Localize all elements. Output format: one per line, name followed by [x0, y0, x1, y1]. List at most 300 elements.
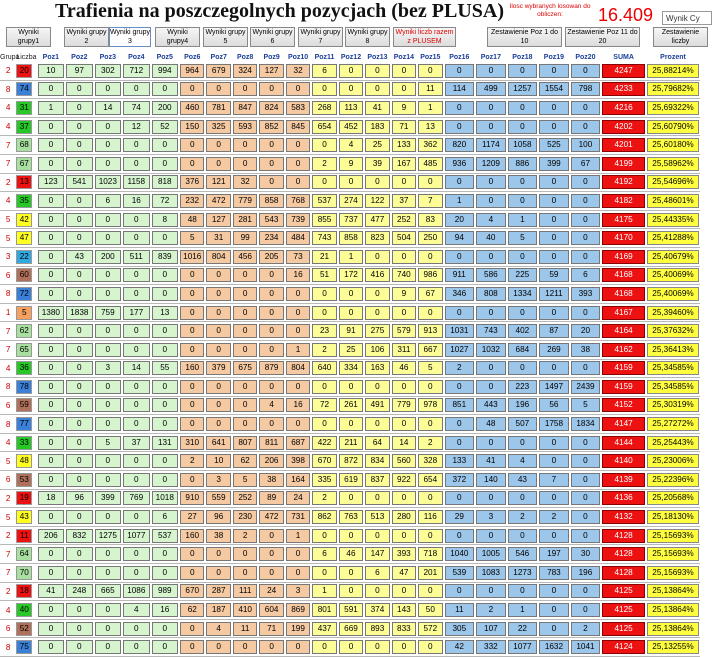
- position-value: 0: [38, 157, 64, 171]
- position-cell: [179, 99, 205, 118]
- position-cell: [65, 396, 93, 415]
- position-cell: [94, 601, 122, 620]
- position-value: 87: [539, 324, 569, 338]
- position-cell: [258, 117, 284, 136]
- percent-value: 25,15693%: [647, 566, 699, 580]
- position-cell: [570, 526, 602, 545]
- position-cell: [232, 154, 258, 173]
- position-value: 460: [180, 101, 204, 115]
- position-value: 0: [95, 622, 121, 636]
- number-badge: 77: [16, 417, 32, 431]
- percent-value: 25,18130%: [647, 510, 699, 524]
- position-value: 0: [286, 417, 310, 431]
- position-value: 484: [286, 231, 310, 245]
- position-value: 0: [233, 138, 257, 152]
- position-value: 0: [95, 268, 121, 282]
- position-cell: [475, 638, 507, 657]
- position-cell: [538, 80, 570, 99]
- position-value: 0: [180, 640, 204, 654]
- position-cell: [538, 415, 570, 434]
- sum-value: 4125: [602, 603, 645, 617]
- percent-value: 25,44335%: [647, 213, 699, 227]
- group-cell: 5: [0, 229, 16, 248]
- position-value: 7: [418, 194, 442, 208]
- position-cell: [285, 99, 311, 118]
- position-value: 0: [123, 547, 149, 561]
- group-cell: 6: [0, 619, 16, 638]
- position-cell: [364, 322, 390, 341]
- position-value: 0: [206, 324, 230, 338]
- page-title: Trafienia na poszczegolnych pozycjach (bez PLUSA): [55, 0, 505, 22]
- position-value: 225: [508, 268, 538, 282]
- number-cell: [16, 638, 36, 657]
- position-value: 911: [445, 268, 475, 282]
- table-row: [0, 471, 700, 490]
- position-cell: [37, 508, 65, 527]
- position-value: 1275: [95, 529, 121, 543]
- position-cell: [258, 210, 284, 229]
- number-badge: 65: [16, 343, 32, 357]
- position-cell: [311, 247, 337, 266]
- position-value: 0: [206, 138, 230, 152]
- number-badge: 18: [16, 584, 32, 598]
- position-cell: [417, 136, 443, 155]
- position-cell: [258, 564, 284, 583]
- position-value: 111: [233, 584, 257, 598]
- position-cell: [538, 322, 570, 341]
- position-cell: [364, 396, 390, 415]
- number-badge: 68: [16, 138, 32, 152]
- position-value: 1: [339, 250, 363, 264]
- position-value: 0: [571, 213, 601, 227]
- position-cell: [364, 619, 390, 638]
- position-value: 416: [365, 268, 389, 282]
- toolbar-button-10[interactable]: Zestawienie Poz 1 do 10: [487, 27, 562, 47]
- position-cell: [417, 266, 443, 285]
- position-cell: [538, 210, 570, 229]
- sum-value: 4175: [602, 213, 645, 227]
- position-cell: [258, 415, 284, 434]
- position-cell: [391, 229, 417, 248]
- percent-value: 25,58962%: [647, 157, 699, 171]
- toolbar-button-12[interactable]: Zestawienie liczby: [653, 27, 708, 47]
- position-cell: [205, 601, 231, 620]
- toolbar-button-3[interactable]: Wyniki grupy 3: [110, 29, 151, 45]
- position-cell: [232, 433, 258, 452]
- number-badge: 42: [16, 213, 32, 227]
- sum-cell: [601, 247, 646, 266]
- position-value: 0: [259, 138, 283, 152]
- position-cell: [232, 340, 258, 359]
- position-cell: [417, 62, 443, 80]
- position-value: 206: [259, 454, 283, 468]
- position-cell: [475, 136, 507, 155]
- position-cell: [417, 303, 443, 322]
- number-badge: 11: [16, 529, 32, 543]
- position-value: 1380: [38, 306, 64, 320]
- toolbar-button-7[interactable]: Wyniki grupy 7: [298, 27, 343, 47]
- position-value: 127: [206, 213, 230, 227]
- position-value: 779: [392, 398, 416, 412]
- position-cell: [94, 378, 122, 397]
- position-value: 0: [286, 175, 310, 189]
- position-cell: [258, 433, 284, 452]
- position-cell: [179, 564, 205, 583]
- position-cell: [122, 526, 150, 545]
- position-value: 200: [95, 250, 121, 264]
- position-value: 0: [180, 343, 204, 357]
- position-value: 0: [95, 287, 121, 301]
- position-cell: [179, 601, 205, 620]
- position-value: 399: [539, 157, 569, 171]
- position-cell: [94, 154, 122, 173]
- position-cell: [94, 508, 122, 527]
- position-value: 127: [259, 64, 283, 78]
- percent-cell: [646, 322, 700, 341]
- position-cell: [232, 229, 258, 248]
- table-row: [0, 62, 700, 80]
- position-value: 0: [66, 566, 92, 580]
- position-cell: [475, 378, 507, 397]
- sum-cell: [601, 322, 646, 341]
- position-cell: [258, 619, 284, 638]
- position-value: 0: [476, 175, 506, 189]
- position-value: 42: [445, 640, 475, 654]
- position-cell: [444, 80, 476, 99]
- position-cell: [338, 471, 364, 490]
- position-cell: [391, 471, 417, 490]
- position-cell: [65, 247, 93, 266]
- position-cell: [507, 415, 539, 434]
- position-cell: [444, 545, 476, 564]
- toolbar-button-9[interactable]: Wyniki liczb razem z PLUSEM: [393, 27, 456, 47]
- position-value: 0: [95, 82, 121, 96]
- position-value: 0: [180, 566, 204, 580]
- position-value: 586: [476, 268, 506, 282]
- position-cell: [507, 303, 539, 322]
- position-cell: [311, 378, 337, 397]
- position-cell: [444, 526, 476, 545]
- position-cell: [151, 471, 179, 490]
- position-cell: [232, 471, 258, 490]
- position-cell: [122, 396, 150, 415]
- position-value: 230: [233, 510, 257, 524]
- group-cell: 1: [0, 303, 16, 322]
- position-cell: [285, 136, 311, 155]
- position-value: 0: [339, 82, 363, 96]
- position-cell: [94, 303, 122, 322]
- position-cell: [444, 285, 476, 304]
- position-cell: [151, 210, 179, 229]
- position-cell: [417, 452, 443, 471]
- number-cell: [16, 545, 36, 564]
- position-cell: [570, 322, 602, 341]
- position-value: 0: [259, 287, 283, 301]
- position-value: 32: [286, 64, 310, 78]
- position-cell: [311, 136, 337, 155]
- position-value: 30: [571, 547, 601, 561]
- position-value: 0: [286, 547, 310, 561]
- position-value: 769: [123, 491, 149, 505]
- position-value: 443: [476, 398, 506, 412]
- position-cell: [417, 619, 443, 638]
- position-value: 1: [508, 213, 538, 227]
- toolbar-button-2[interactable]: Wyniki grupy 2: [64, 27, 109, 47]
- position-value: 0: [95, 510, 121, 524]
- position-value: 0: [445, 250, 475, 264]
- position-value: 0: [539, 603, 569, 617]
- position-cell: [205, 564, 231, 583]
- position-cell: [151, 526, 179, 545]
- position-value: 525: [539, 138, 569, 152]
- position-value: 7: [539, 473, 569, 487]
- sum-cell: [601, 340, 646, 359]
- percent-value: 25,69322%: [647, 101, 699, 115]
- position-cell: [507, 564, 539, 583]
- position-cell: [37, 99, 65, 118]
- position-cell: [151, 638, 179, 657]
- position-value: 0: [392, 175, 416, 189]
- table-row: [0, 154, 700, 173]
- sum-cell: [601, 229, 646, 248]
- position-cell: [364, 433, 390, 452]
- position-value: 106: [365, 343, 389, 357]
- position-value: 731: [286, 510, 310, 524]
- position-cell: [258, 340, 284, 359]
- position-value: 3: [206, 473, 230, 487]
- position-value: 0: [123, 454, 149, 468]
- position-cell: [151, 285, 179, 304]
- number-badge: 47: [16, 231, 32, 245]
- position-cell: [338, 582, 364, 601]
- position-value: 0: [152, 380, 178, 394]
- position-value: 893: [365, 622, 389, 636]
- position-cell: [205, 303, 231, 322]
- position-cell: [475, 489, 507, 508]
- position-cell: [232, 322, 258, 341]
- position-value: 4: [259, 398, 283, 412]
- percent-cell: [646, 340, 700, 359]
- position-cell: [179, 136, 205, 155]
- position-cell: [37, 285, 65, 304]
- position-value: 0: [180, 473, 204, 487]
- position-value: 32: [233, 175, 257, 189]
- position-value: 452: [339, 120, 363, 134]
- position-cell: [338, 489, 364, 508]
- position-cell: [65, 433, 93, 452]
- position-cell: [205, 80, 231, 99]
- position-cell: [417, 210, 443, 229]
- position-value: 0: [286, 287, 310, 301]
- table-row: [0, 378, 700, 397]
- position-cell: [311, 154, 337, 173]
- number-badge: 48: [16, 454, 32, 468]
- position-value: 0: [312, 529, 336, 543]
- sum-cell: [601, 285, 646, 304]
- position-value: 0: [66, 324, 92, 338]
- position-cell: [391, 210, 417, 229]
- position-cell: [311, 471, 337, 490]
- sum-cell: [601, 564, 646, 583]
- position-value: 5: [508, 231, 538, 245]
- position-value: 743: [312, 231, 336, 245]
- column-header-poz11: Poz11: [314, 53, 335, 61]
- position-value: 133: [392, 138, 416, 152]
- column-header-poz10: Poz10: [287, 53, 309, 61]
- number-cell: [16, 433, 36, 452]
- position-value: 0: [66, 231, 92, 245]
- position-value: 740: [392, 268, 416, 282]
- position-cell: [475, 173, 507, 192]
- position-cell: [444, 508, 476, 527]
- position-value: 0: [312, 175, 336, 189]
- position-value: 437: [312, 622, 336, 636]
- position-value: 0: [539, 361, 569, 375]
- position-value: 252: [392, 213, 416, 227]
- position-value: 39: [365, 157, 389, 171]
- number-cell: [16, 359, 36, 378]
- toolbar-button-11[interactable]: Zestawienie Poz 11 do 20: [565, 27, 640, 47]
- position-cell: [338, 154, 364, 173]
- position-cell: [94, 564, 122, 583]
- percent-value: 25,79682%: [647, 82, 699, 96]
- position-cell: [507, 526, 539, 545]
- position-cell: [507, 136, 539, 155]
- group-cell: 2: [0, 173, 16, 192]
- position-value: 20: [445, 213, 475, 227]
- position-value: 1497: [539, 380, 569, 394]
- position-value: 0: [571, 175, 601, 189]
- sum-cell: [601, 80, 646, 99]
- position-cell: [205, 619, 231, 638]
- sum-cell: [601, 433, 646, 452]
- position-value: 0: [123, 566, 149, 580]
- position-cell: [94, 136, 122, 155]
- position-value: 379: [206, 361, 230, 375]
- position-cell: [232, 489, 258, 508]
- position-cell: [65, 154, 93, 173]
- table-header: [0, 52, 700, 62]
- toolbar-button-8[interactable]: Wyniki grupy 8: [345, 27, 390, 47]
- position-cell: [364, 508, 390, 527]
- position-cell: [475, 247, 507, 266]
- position-value: 4: [123, 603, 149, 617]
- position-value: 964: [180, 64, 204, 78]
- position-value: 913: [418, 324, 442, 338]
- position-value: 0: [259, 343, 283, 357]
- position-value: 0: [508, 101, 538, 115]
- position-cell: [338, 359, 364, 378]
- number-badge: 13: [16, 175, 32, 189]
- column-header-poz17: Poz17: [480, 53, 501, 61]
- position-cell: [151, 229, 179, 248]
- position-cell: [37, 601, 65, 620]
- position-cell: [570, 433, 602, 452]
- position-cell: [232, 396, 258, 415]
- position-cell: [94, 117, 122, 136]
- position-cell: [65, 526, 93, 545]
- position-cell: [37, 117, 65, 136]
- search-input[interactable]: Wynik Cy: [662, 11, 712, 25]
- sum-cell: [601, 452, 646, 471]
- position-value: 994: [152, 64, 178, 78]
- percent-value: 25,36413%: [647, 343, 699, 357]
- position-value: 140: [476, 473, 506, 487]
- position-value: 0: [152, 231, 178, 245]
- position-cell: [151, 173, 179, 192]
- toolbar-button-5[interactable]: Wyniki grupy 5: [203, 27, 248, 47]
- position-value: 572: [418, 622, 442, 636]
- number-badge: 37: [16, 120, 32, 134]
- position-value: 328: [418, 454, 442, 468]
- toolbar-button-4[interactable]: Wyniki grupy4: [155, 27, 200, 47]
- position-cell: [151, 601, 179, 620]
- position-cell: [311, 452, 337, 471]
- position-cell: [65, 508, 93, 527]
- position-cell: [285, 117, 311, 136]
- position-value: 196: [508, 398, 538, 412]
- position-cell: [179, 526, 205, 545]
- position-cell: [232, 247, 258, 266]
- number-badge: 52: [16, 622, 32, 636]
- position-cell: [538, 489, 570, 508]
- position-value: 1174: [476, 138, 506, 152]
- number-cell: [16, 285, 36, 304]
- position-cell: [122, 433, 150, 452]
- position-value: 1834: [571, 417, 601, 431]
- position-cell: [364, 192, 390, 211]
- sum-value: 4162: [602, 343, 645, 357]
- position-value: 679: [206, 64, 230, 78]
- position-cell: [444, 601, 476, 620]
- toolbar-button-6[interactable]: Wyniki grupy 6: [250, 27, 295, 47]
- position-value: 67: [418, 287, 442, 301]
- position-value: 1838: [66, 306, 92, 320]
- sum-cell: [601, 471, 646, 490]
- position-value: 0: [95, 547, 121, 561]
- position-value: 197: [539, 547, 569, 561]
- position-value: 712: [123, 64, 149, 78]
- position-cell: [338, 415, 364, 434]
- position-cell: [179, 489, 205, 508]
- position-value: 0: [365, 64, 389, 78]
- position-value: 0: [571, 231, 601, 245]
- position-cell: [507, 154, 539, 173]
- position-value: 0: [365, 306, 389, 320]
- position-value: 1077: [508, 640, 538, 654]
- position-cell: [205, 117, 231, 136]
- position-cell: [311, 415, 337, 434]
- position-value: 0: [38, 82, 64, 96]
- position-cell: [338, 508, 364, 527]
- percent-cell: [646, 229, 700, 248]
- table-row: [0, 359, 700, 378]
- position-cell: [94, 359, 122, 378]
- position-value: 0: [66, 436, 92, 450]
- position-cell: [94, 80, 122, 99]
- position-cell: [232, 415, 258, 434]
- position-value: 0: [38, 268, 64, 282]
- position-value: 0: [259, 157, 283, 171]
- position-cell: [338, 619, 364, 638]
- percent-cell: [646, 62, 700, 80]
- position-value: 2: [539, 510, 569, 524]
- toolbar-button-1[interactable]: Wyniki grupy1: [6, 27, 51, 47]
- position-cell: [232, 62, 258, 80]
- position-value: 163: [365, 361, 389, 375]
- position-value: 0: [206, 398, 230, 412]
- position-value: 5: [571, 398, 601, 412]
